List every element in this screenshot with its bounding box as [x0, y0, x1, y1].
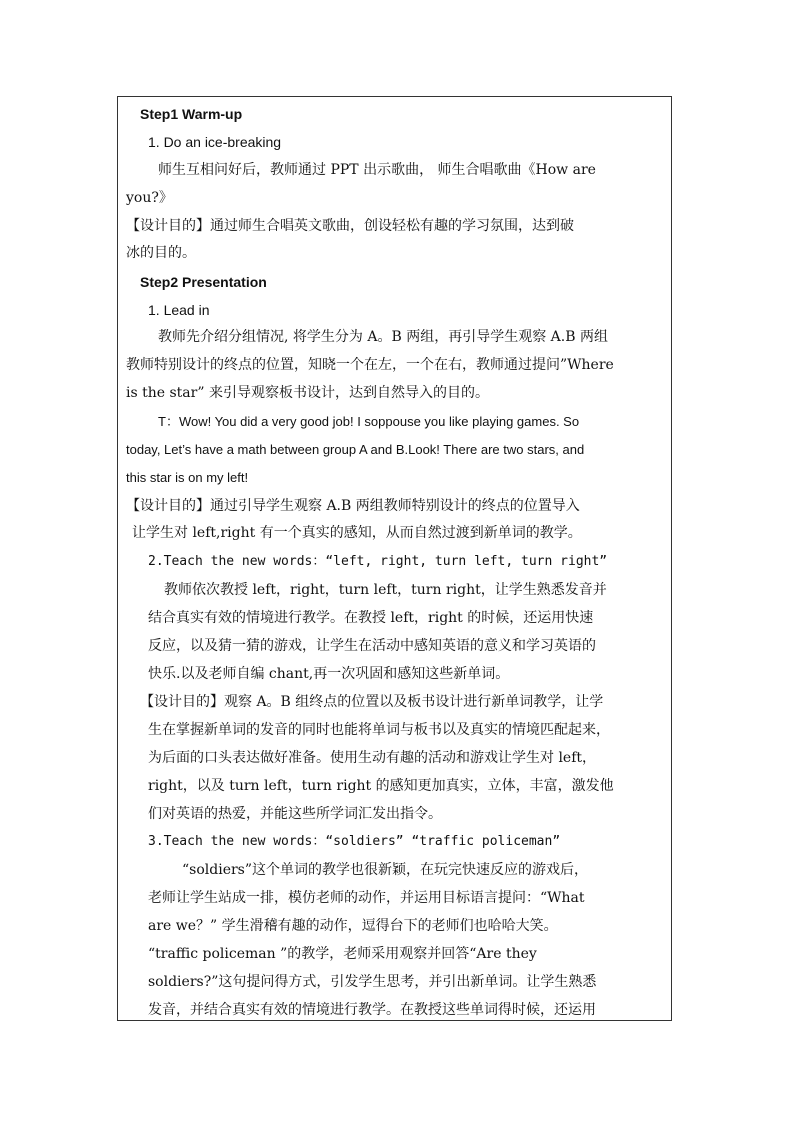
- teach-line1: 教师依次教授 left，right，turn left，turn right，让学生熟悉发音并: [164, 582, 607, 598]
- dialog-line3: this star is on my left!: [126, 470, 249, 485]
- step1-title: Step1 Warm-up: [140, 106, 243, 122]
- purpose3-line3: 为后面的口头表达做好准备。使用生动有趣的活动和游戏让学生对 left，: [148, 750, 597, 766]
- soldiers-line3: are we？” 学生滑稽有趣的动作，逗得台下的老师们也哈哈大笑。: [148, 918, 558, 934]
- dialog-line2: today, Let’s have a math between group A and B.Look! There are two stars, and: [126, 442, 585, 457]
- step2-item1: 1. Lead in: [148, 302, 210, 318]
- purpose3-line2: 生在掌握新单词的发音的同时也能将单词与板书以及真实的情境匹配起来，: [148, 722, 610, 738]
- dialog-line1: T：Wow! You did a very good job! I soppouse you like playing games. So: [158, 414, 580, 429]
- purpose3-line1: 【设计目的】观察 A。B 组终点的位置以及板书设计进行新单词教学，让学: [140, 694, 604, 710]
- leadin-line2: 教师特别设计的终点的位置，知晓一个在左，一个在右，教师通过提问”Where: [126, 357, 614, 373]
- step1-item1: 1. Do an ice-breaking: [148, 134, 282, 150]
- step2-title: Step2 Presentation: [140, 274, 267, 290]
- purpose2-line2: 让学生对 left,right 有一个真实的感知，从而自然过渡到新单词的教学。: [132, 525, 582, 541]
- soldiers-line2: 老师让学生站成一排，模仿老师的动作，并运用目标语言提问：“What: [148, 890, 585, 906]
- step1-purpose-line1: 【设计目的】通过师生合唱英文歌曲，创设轻松有趣的学习氛围，达到破: [126, 218, 574, 234]
- soldiers-line4: “traffic policeman ”的教学，老师采用观察并回答“Are they: [148, 946, 537, 962]
- leadin-line3: is the star” 来引导观察板书设计，达到自然导入的目的。: [126, 385, 489, 401]
- purpose3-line4: right，以及 turn left，turn right 的感知更加真实，立体，丰富，激发他: [148, 778, 614, 794]
- step1-paragraph-line1: 师生互相问好后，教师通过 PPT 出示歌曲， 师生合唱歌曲《How are: [158, 162, 596, 178]
- teach-line4: 快乐.以及老师自编 chant,再一次巩固和感知这些新单词。: [148, 666, 510, 682]
- soldiers-line1: “soldiers”这个单词的教学也很新颖，在玩完快速反应的游戏后，: [182, 862, 589, 878]
- step2-item3: 3.Teach the new words：“soldiers” “traffic policeman”: [148, 834, 561, 849]
- soldiers-line6: 发音，并结合真实有效的情境进行教学。在教授这些单词得时候，还运用: [148, 1002, 596, 1018]
- step2-item2: 2.Teach the new words：“left, right, turn left, turn right”: [148, 554, 608, 569]
- teach-line2: 结合真实有效的情境进行教学。在教授 left，right 的时候，还运用快速: [148, 610, 594, 626]
- purpose3-line5: 们对英语的热爱，并能这些所学词汇发出指令。: [148, 806, 442, 822]
- soldiers-line5: soldiers?”这句提问得方式，引发学生思考，并引出新单词。让学生熟悉: [148, 974, 597, 990]
- purpose2-line1: 【设计目的】通过引导学生观察 A.B 两组教师特别设计的终点的位置导入: [126, 498, 580, 514]
- step1-purpose-line2: 冰的目的。: [126, 245, 196, 261]
- step1-paragraph-line2: you?》: [126, 190, 173, 206]
- teach-line3: 反应，以及猜一猜的游戏，让学生在活动中感知英语的意义和学习英语的: [148, 638, 596, 654]
- leadin-line1: 教师先介绍分组情况, 将学生分为 A。B 两组，再引导学生观察 A.B 两组: [158, 329, 608, 345]
